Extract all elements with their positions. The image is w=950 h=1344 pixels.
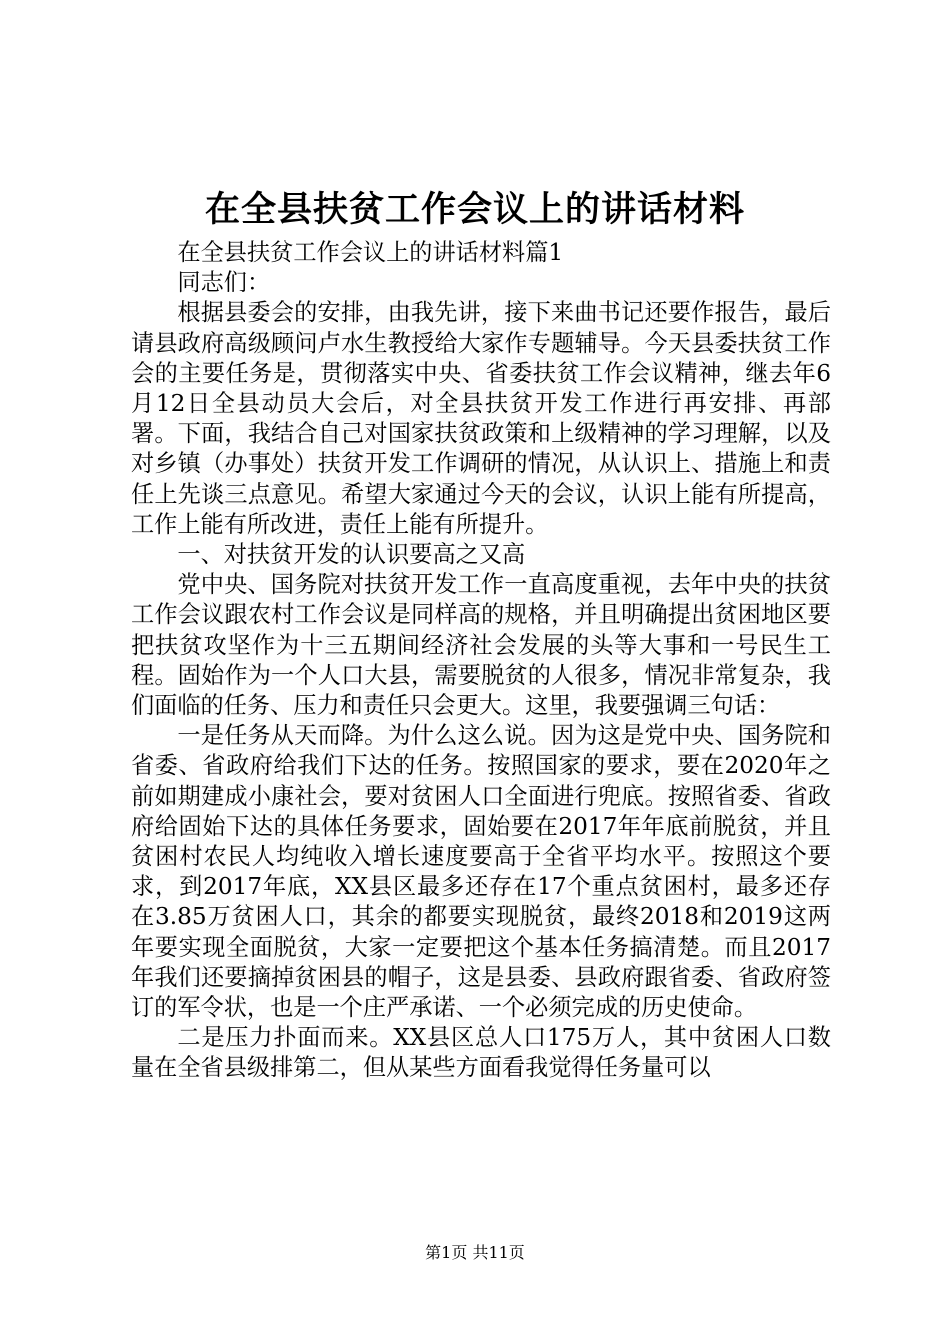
document-body — [131, 238, 831, 1084]
paragraph-task: 一是任务从天而降。为什么这么说。因为这是党中央、国务院和省委、省政府给我们下达的任务。按照国家的要求，要在2020年之前如期建成小康社会，要对贫困人口全面进行兜底。按照省委、省政府给固始下达的具体任务要求，固始要在2017年年底前脱贫，并且贫困村农民人均纯收入增长速度要高于全省平均水平。按照这个要求，到2017年底，XX县区最多还存在17个重点贫困村，最多还存在3.85万贫困人口，其余的都要实现脱贫，最终2018和2019这两年要实现全面脱贫，大家一定要把这个基本任务搞清楚。而且2017年我们还要摘掉贫困县的帽子，这是县委、县政府跟省委、省政府签订的军令状，也是一个庄严承诺、一个必须完成的历史使命。 — [131, 722, 831, 1022]
paragraph-pressure: 二是压力扑面而来。XX县区总人口175万人，其中贫困人口数量在全省县级排第二，但从某些方面看我觉得任务量可以 — [131, 1024, 831, 1082]
salutation: 同志们： — [177, 269, 271, 297]
section-heading: 在全县扶贫工作会议上的讲话材料篇1 — [177, 239, 564, 266]
subheading-one: 一、对扶贫开发的认识要高之又高 — [177, 541, 526, 569]
paragraph-intro: 根据县委会的安排，由我先讲，接下来曲书记还要作报告，最后请县政府高级顾问卢水生教授给大家作专题辅导。今天县委扶贫工作会的主要任务是，贯彻落实中央、省委扶贫工作会议精神，继去年6月12日全县动员大会后，对全县扶贫开发工作进行再安排、再部署。下面，我结合自己对国家扶贫政策和上级精神的学习理解，以及对乡镇（办事处）扶贫开发工作调研的情况，从认识上、措施上和责任上先谈三点意见。希望大家通过今天的会议，认识上能有所提高，工作上能有所改进，责任上能有所提升。 — [131, 299, 831, 538]
paragraph-importance: 党中央、国务院对扶贫开发工作一直高度重视，去年中央的扶贫工作会议跟农村工作会议是同样高的规格，并且明确提出贫困地区要把扶贫攻坚作为十三五期间经济社会发展的头等大事和一号民生工程。固始作为一个人口大县，需要脱贫的人很多，情况非常复杂，我们面临的任务、压力和责任只会更大。这里，我要强调三句话： — [131, 571, 831, 720]
page-footer: 第1页 共11页 — [425, 1243, 525, 1262]
document-title: 在全县扶贫工作会议上的讲话材料 — [204, 189, 745, 230]
